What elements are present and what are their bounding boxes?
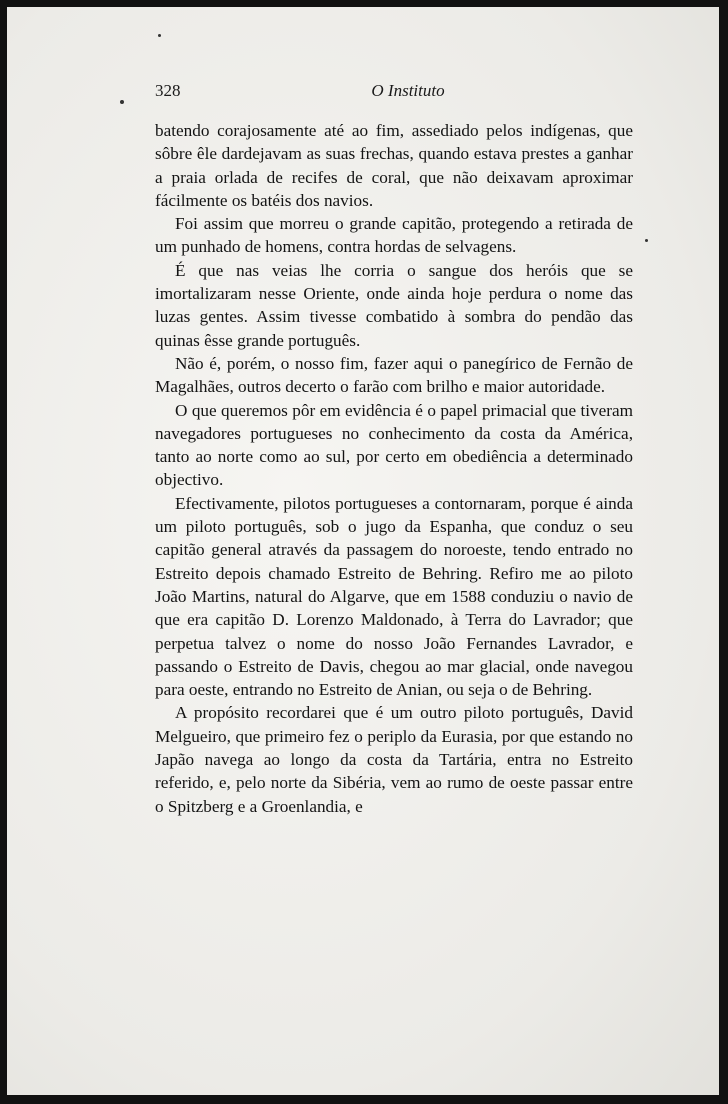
- paragraph: batendo corajosamente até ao fim, assediado pelos indígenas, que sôbre êle dardejavam as suas frechas, quando estava prestes a ganhar a praia orlada de recifes de coral, que não deixavam aproximar fácilmente os batéis dos navios.: [155, 121, 633, 210]
- paragraph: Não é, porém, o nosso fim, fazer aqui o panegírico de Fernão de Magalhães, outros decerto o farão com brilho e maior autoridade.: [155, 353, 633, 397]
- paper-speck: [158, 34, 161, 37]
- paragraph: O que queremos pôr em evidência é o papel primacial que tiveram navegadores portugueses no conhecimento da costa da América, tanto ao norte como ao sul, por certo em obediência a determinado objectivo.: [155, 400, 633, 490]
- paragraph: Efectivamente, pilotos portugueses a contornaram, porque é ainda um piloto português, sob o jugo da Espanha, que conduz o seu capitão general através da passagem do noroeste, tendo entrado no Estreito depois chamado Estreito de Behring. Refiro me ao piloto João Martins, natural do Algarve, que em 1588 conduziu o navio de que era capitão D. Lorenzo Maldonado, à Terra do Lavrador; que perpetua talvez o nome do nosso João Fernandes Lavrador, e passando o Estreito de Davis, chegou ao mar glacial, onde navegou para oeste, entrando no Estreito de Anian, ou seja o de Behring.: [155, 493, 633, 700]
- paper-speck: [120, 100, 124, 104]
- running-title: O Instituto: [371, 81, 445, 100]
- page-header: [155, 81, 631, 109]
- paper-speck: [645, 239, 648, 242]
- paragraph: Foi assim que morreu o grande capitão, protegendo a retirada de um punhado de homens, contra hordas de selvagens.: [155, 214, 633, 257]
- body-text: [155, 119, 633, 818]
- paragraph: É que nas veias lhe corria o sangue dos heróis que se imortalizaram nesse Oriente, onde ainda hoje perdura o nome das luzas gentes. Assim tivesse combatido à sombra do pendão das quinas êsse grande português.: [155, 260, 633, 350]
- book-page: [7, 7, 719, 1095]
- paragraph: A propósito recordarei que é um outro piloto português, David Melgueiro, que primeiro fez o periplo da Eurasia, por que estando no Japão navega ao longo da costa da Tartária, entra no Estreito referido, e, pelo norte da Sibéria, vem ao rumo de oeste passar entre o Spitzberg e a Groenlandia, e: [155, 703, 633, 816]
- page-number: 328: [155, 81, 181, 100]
